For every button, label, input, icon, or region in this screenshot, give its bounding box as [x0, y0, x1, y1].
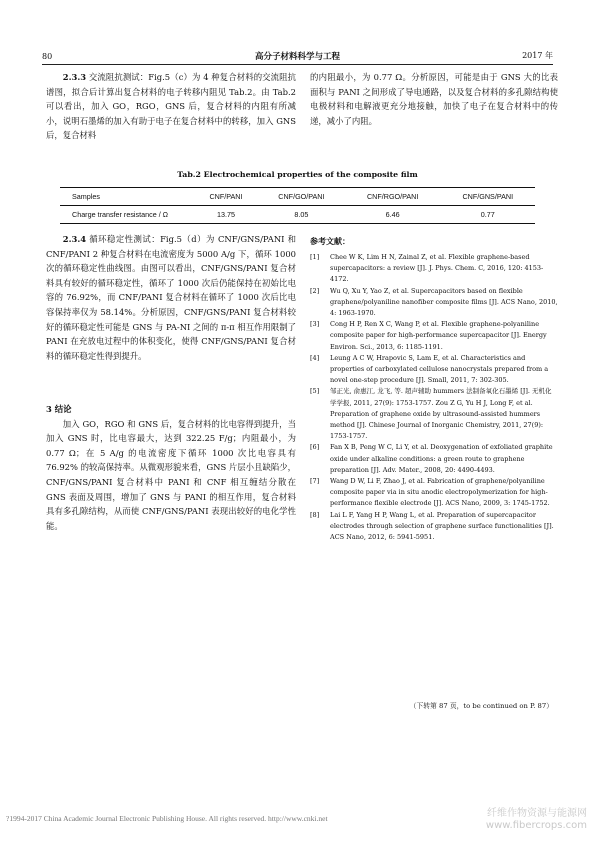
reference-text: Wu Q, Xu Y, Yao Z, et al. Supercapacitors based on flexible graphene/polyaniline nanofiber composite films [J]. ACS Nano, 2010, 4: 1963-1970.	[330, 286, 558, 318]
reference-text: Fan X B, Peng W C, Li Y, et al. Deoxygenation of exfoliated graphite oxide under alkaline conditions: a green route to graphene preparation [J]. Adv. Mater., 2008, 20: 4490-4493.	[330, 443, 553, 474]
watermark	[486, 808, 587, 832]
copyright-footer: ?1994-2017 China Academic Journal Electronic Publishing House. All rights reserved. http://www.cnki.net	[6, 814, 328, 823]
paragraph-impedance-cont	[310, 70, 558, 128]
reference-text: Cong H P, Ren X C, Wang P, et al. Flexible graphene-polyaniline composite paper for high-performance supercapacitor [J]. Energy Environ. Sci., 2013, 6: 1185-1191.	[330, 320, 547, 351]
reference-item	[310, 353, 558, 387]
reference-item	[310, 252, 558, 286]
reference-text: 邹正光, 俞惠江, 龙飞, 等. 超声辅助 hummers 法制备氧化石墨烯 [J]. 无机化学学报, 2011, 27(9): 1753-1757. Zou Z G, Yu H J, Long F, et al. Preparation of graphene oxide by ultrasound-assisted hummers method [J]. Chinese Journal of Inorganic Chemistry, 2011, 27(9): 1753-1757.	[330, 387, 552, 441]
table-row	[60, 206, 535, 224]
reference-text: Leung A C W, Hrapovic S, Lam E, et al. Characteristics and properties of carboxylated cellulose nanocrystals prepared from a novel one-step procedure [J]. Small, 2011, 7: 302-305.	[330, 353, 549, 385]
table-title: Tab.2 Electrochemical properties of the composite film	[177, 170, 418, 179]
section-number: 2.3.3	[62, 72, 87, 82]
paragraph-text: 交流阻抗测试：Fig.5（c）为 4 种复合材料的交流阻抗谱图，拟合后计算出复合材料的电子转移内阻见 Tab.2。由 Tab.2 可以看出，加入 GO，RGO，GNS 后，复合材料的内阻有所减小，说明石墨烯的加入有助于电子在复合材料中的转移，加入 GNS 后，复合材料	[46, 72, 297, 141]
table-cell: 13.75	[194, 206, 258, 224]
column-header: CNF/GO/PANI	[258, 188, 345, 206]
column-header: Samples	[60, 188, 194, 206]
reference-number: [5]	[310, 387, 320, 396]
reference-number: [6]	[310, 443, 320, 452]
reference-number: [2]	[310, 286, 320, 295]
table-cell: 8.05	[258, 206, 345, 224]
electrochemical-properties-table	[60, 187, 535, 224]
conclusion-text: 加入 GO，RGO 和 GNS 后，复合材料的比电容得到提升，当加入 GNS 时，比电容最大，达到 322.25 F/g；内阻最小，为 0.77 Ω；在 5 A/g 的电流密度下循环 1000 次比电容具有 76.92% 的较高保持率。从微观形貌来看，GNS 片层小且缺陷少，CNF/GNS/PANI 复合材料中 PANI 和 CNF 相互缠结分散在 GNS 表面及周围，增加了 GNS 与 PANI 的相互作用，复合材料具有多孔隙结构，从而使 CNF/GNS/PANI 表现出较好的电化学性能。	[46, 418, 296, 531]
column-header: CNF/GNS/PANI	[441, 188, 535, 206]
reference-number: [1]	[310, 253, 320, 261]
reference-number: [8]	[310, 510, 320, 519]
reference-text: Chee W K, Lim H N, Zainal Z, et al. Flexible graphene-based supercapacitors: a review [J]. J. Phys. Chem. C, 2016, 120: 4153-4172.	[330, 253, 544, 284]
header-rule	[42, 64, 553, 65]
reference-number: [7]	[310, 477, 320, 486]
column-header: CNF/PANI	[194, 188, 258, 206]
paragraph-text: 循环稳定性测试：Fig.5（d）为 CNF/GNS/PANI 和 CNF/PANI 2 种复合材料在电流密度为 5000 A/g 下，循环 1000 次的循环稳定性曲线图。由图可以看出，CNF/GNS/PANI 复合材料具有较好的循环稳定性，循环了 1000 次后仍能保持在初始比电容的 76.92%，而 CNF/PANI 复合材料在循环了 1000 次后比电容保持率仅为 58.14%。分析原因，CNF/GNS/PANI 复合材料较好的循环稳定性可能是 GNS 与 PA-NI 之间的 π-π 相互作用限制了 PANI 在充放电过程中的体积变化，使得 CNF/GNS/PANI 复合材料的循环稳定性得到提升。	[46, 234, 296, 361]
reference-item	[310, 476, 558, 510]
reference-item	[310, 319, 558, 353]
column-header: CNF/RGO/PANI	[345, 188, 441, 206]
journal-title: 高分子材料科学与工程	[254, 52, 340, 62]
page-number: 80	[42, 52, 53, 61]
table-cell: 6.46	[345, 206, 441, 224]
reference-item	[310, 510, 558, 544]
references-heading: 参考文献：	[310, 236, 350, 246]
reference-list	[310, 252, 558, 543]
reference-item	[310, 286, 558, 320]
section-impedance	[46, 70, 296, 143]
section-conclusion	[46, 402, 296, 533]
reference-number: [3]	[310, 320, 320, 329]
journal-year: 2017 年	[522, 51, 553, 60]
continued-note: （下转第 87 页，to be continued on P. 87）	[409, 702, 553, 710]
reference-text: Lai L F, Yang H P, Wang L, et al. Preparation of supercapacitor electrodes through selection of graphene surface functionalities [J]. ACS Nano, 2012, 6: 5941-5951.	[330, 510, 554, 542]
table-header-row	[60, 188, 535, 206]
row-label: Charge transfer resistance / Ω	[60, 206, 194, 224]
reference-item	[310, 386, 558, 442]
reference-item	[310, 442, 558, 476]
section-cycle-stability	[46, 232, 296, 363]
reference-text: Wang D W, Li F, Zhao J, et al. Fabrication of graphene/polyaniline composite paper via in situ anodic electropolymerization for high-performance flexible electrode [J]. ACS Nano, 2009, 3: 1745-1752.	[330, 477, 550, 508]
section-number: 2.3.4	[62, 234, 87, 244]
table-cell: 0.77	[441, 206, 535, 224]
reference-number: [4]	[310, 353, 320, 362]
paragraph-text: 的内阻最小，为 0.77 Ω。分析原因，可能是由于 GNS 大的比表面积与 PANI 之间形成了导电通路，以及复合材料的多孔隙结构使电极材料和电解液更充分地接触，加快了电子在复合材料中的传递，减小了内阻。	[310, 72, 558, 126]
conclusion-heading: 3 结论	[46, 404, 72, 414]
watermark-title: 纤维作物资源与能源网	[487, 808, 587, 819]
watermark-url: www.fibercrops.com	[485, 820, 587, 831]
